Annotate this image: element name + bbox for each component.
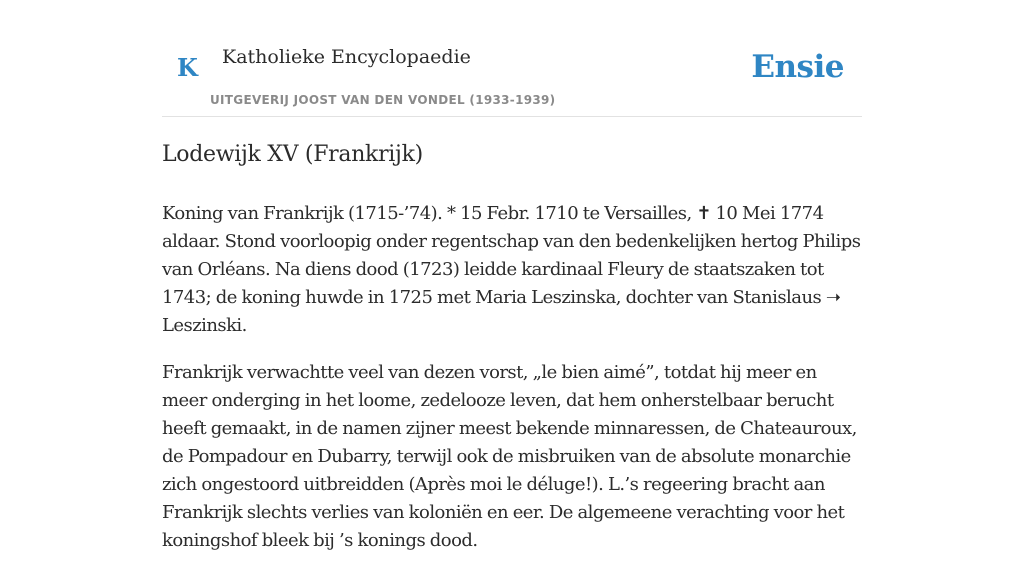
article-paragraph-2: Frankrijk verwachtte veel van dezen vorst, „le bien aimé”, totdat hij meer en meer onderging in het loome, zedelooze leven, dat hem onherstelbaar berucht heeft gemaakt, in de namen zijner meest bekende minnaressen, de Chateauroux, de Pompadour en Dubarry, terwijl ook de misbruiken van de absolute monarchie zich ongestoord uitbreidden (Après moi le déluge!). L.’s regeering bracht aan Frankrijk slechts verlies van koloniën en eer. De algemeene verachting voor het koningshof bleek bij ’s konings dood. <box>162 362 857 551</box>
article-paragraph-1: Koning van Frankrijk (1715-’74). * 15 Febr. 1710 te Versailles, ✝ 10 Mei 1774 aldaar. Stond voorloopig onder regentschap van den bedenkelijken hertog Philips van Orléans. Na diens dood (1723) leidde kardinaal Fleury de staatszaken tot 1743; de koning huwde in 1725 met Maria Leszinska, dochter van Stanislaus ➝ Leszinski. <box>162 203 861 336</box>
book-title-link[interactable]: Katholieke Encyclopaedie <box>222 46 471 68</box>
article <box>162 138 862 574</box>
page-title: Lodewijk XV (Frankrijk) <box>162 142 423 167</box>
site-header <box>162 0 862 117</box>
ensie-logo-link[interactable]: Ensie <box>751 49 844 85</box>
encyclopedia-logo[interactable]: K <box>177 53 198 82</box>
publisher-label: UITGEVERIJ JOOST VAN DEN VONDEL (1933-1939) <box>210 93 556 107</box>
